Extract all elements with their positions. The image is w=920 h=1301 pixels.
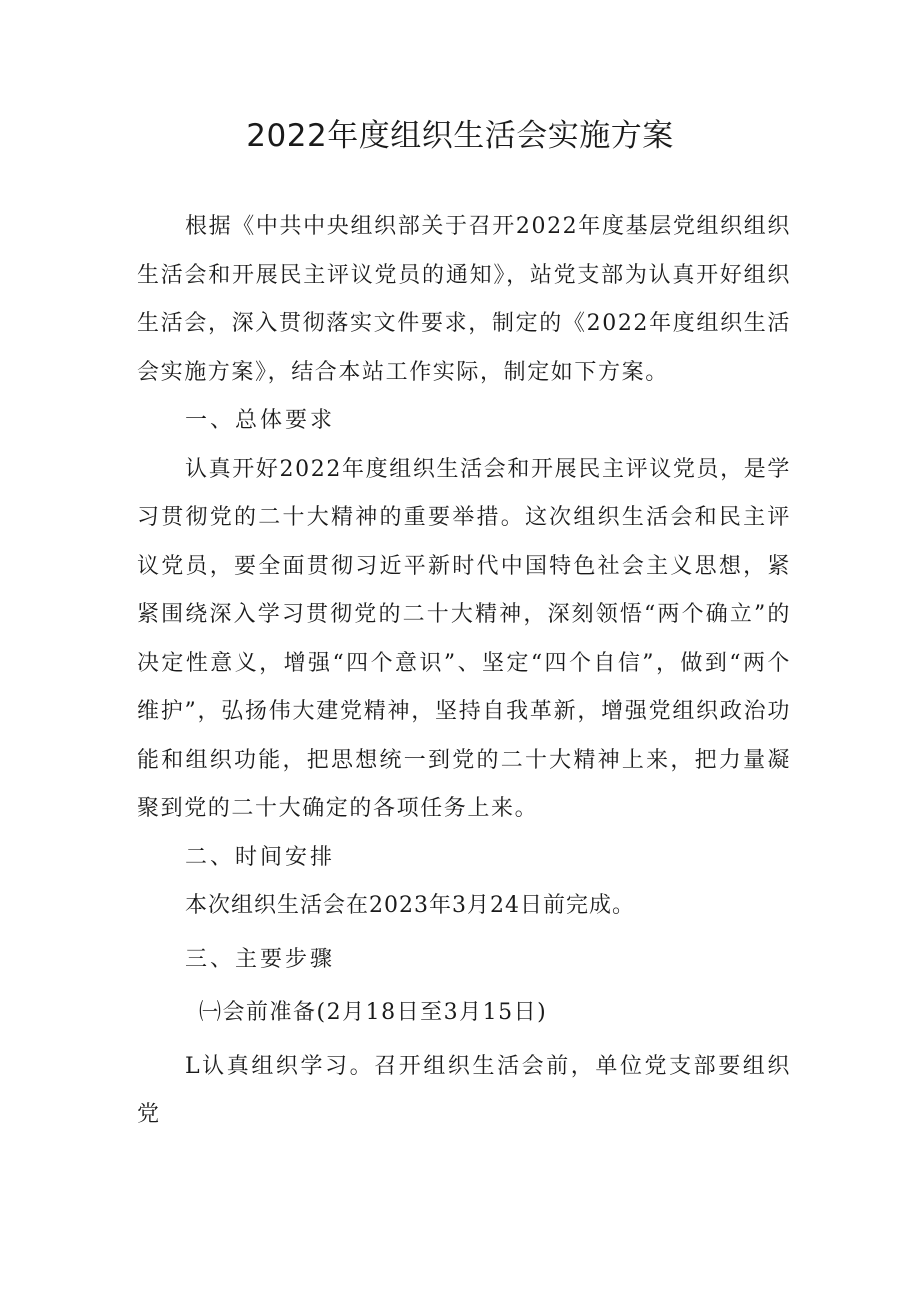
section-heading-main-steps: 三、主要步骤	[185, 946, 336, 972]
section-heading-schedule: 二、时间安排	[185, 844, 336, 870]
list-item-organize-study: L认真组织学习。召开组织生活会前，单位党支部要组织党	[137, 1053, 791, 1127]
section-overall-requirements-body: 认真开好2022年度组织生活会和开展民主评议党员，是学习贯彻党的二十大精神的重要举措。这次组织生活会和民主评议党员，要全面贯彻习近平新时代中国特色社会主义思想，紧紧围绕深入学习贯彻党的二十大精神，深刻领悟“两个确立”的决定性意义，增强“四个意识”、坚定“四个自信”，做到“两个维护”，弘扬伟大建党精神，坚持自我革新，增强党组织政治功能和组织功能，把思想统一到党的二十大精神上来，把力量凝聚到党的二十大确定的各项任务上来。	[137, 456, 791, 821]
section-schedule-body: 本次组织生活会在2023年3月24日前完成。	[185, 893, 635, 918]
subsection-heading-preparation: ㈠会前准备(2月18日至3月15日)	[199, 1000, 548, 1025]
section-heading-overall-requirements: 一、总体要求	[185, 408, 336, 433]
intro-paragraph: 根据《中共中央组织部关于召开2022年度基层党组织组织生活会和开展民主评议党员的通知》，站党支部为认真开好组织生活会，深入贯彻落实文件要求，制定的《2022年度组织生活会实施方案》，结合本站工作实际，制定如下方案。	[137, 214, 791, 385]
document-body	[137, 203, 791, 1140]
document-title: 2022年度组织生活会实施方案	[246, 118, 674, 154]
